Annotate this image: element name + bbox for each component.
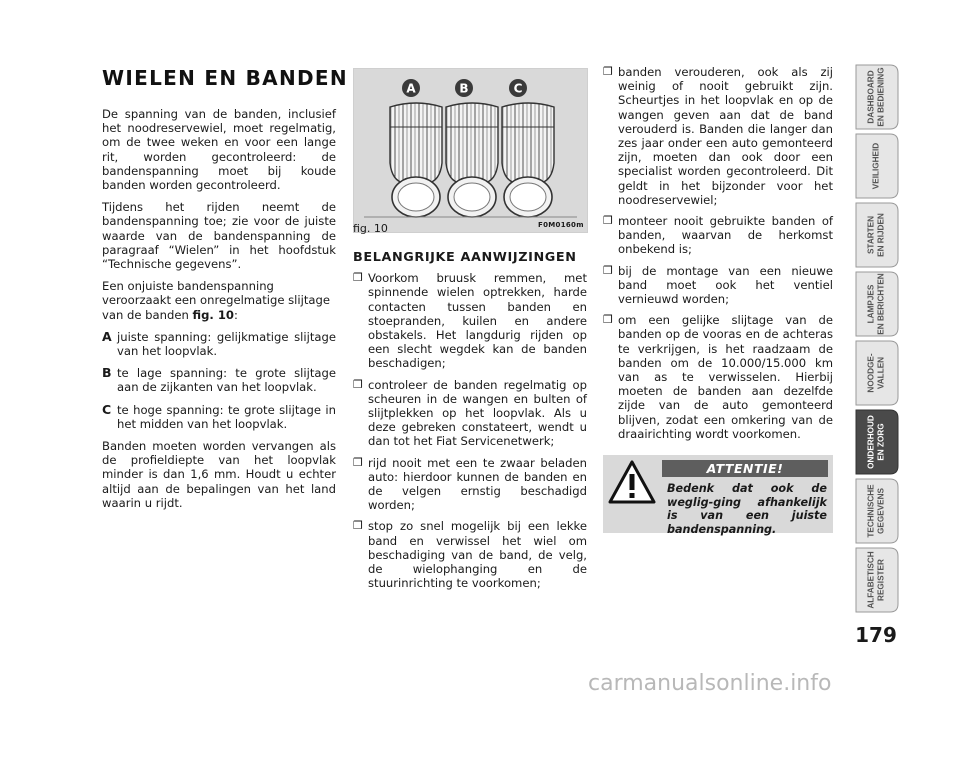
checkbox-bullet-icon: ❒ [603, 65, 613, 78]
checkbox-bullet-icon: ❒ [353, 455, 363, 469]
list-item-text: stop zo snel mogelijk bij een lekke band en verwissel het wiel om beschadiging van de band, de velg, de wielophanging en de stuurinrichting te voorkomen; [368, 519, 587, 591]
wear-item-b [102, 366, 336, 394]
list-item [353, 519, 587, 590]
tab-label: ONDERHOUD EN ZORG [866, 415, 885, 469]
tyre-wear-figure [353, 68, 588, 233]
tab-lampjes-en-berichten[interactable] [852, 272, 900, 336]
wear-item-key: A [102, 328, 112, 344]
advice-heading: BELANGRIJKE AANWIJZINGEN [353, 250, 577, 265]
list-item-text: Voorkom bruusk remmen, met spinnende wielen optrekken, harde contacten tussen banden en stoepranden, kuilen en andere obstakels. Het langdurig rijden op een slecht wegdek kan de banden beschadigen; [368, 271, 587, 371]
list-item [603, 264, 833, 307]
tab-alfabetisch-register-inner [852, 548, 900, 612]
chapter-tab-labels [852, 63, 900, 763]
warning-text-content: Bedenk dat ook de weglig-ging afhankelijk is van een juiste bandenspanning. [667, 482, 827, 536]
marker-a-label: A [406, 81, 416, 96]
tab-label: LAMPJES EN BERICHTEN [866, 273, 885, 335]
advice-column [353, 251, 587, 597]
tab-dashboard-en-bediening[interactable] [852, 65, 900, 129]
tab-veiligheid[interactable] [852, 134, 900, 198]
paragraph-tread-depth: Banden moeten worden vervangen als de profieldiepte van het loopvlak minder is dan 1,6 mm. Houdt u echter altijd aan de bepalingen van het land waarin u rijdt. [102, 439, 336, 510]
tyre-c [502, 103, 554, 217]
advice-column-continued [603, 65, 833, 448]
tyre-wear-illustration [354, 69, 587, 232]
checkbox-bullet-icon: ❒ [353, 519, 363, 533]
checkbox-bullet-icon: ❒ [353, 271, 363, 285]
watermark: carmanualsonline.info [588, 671, 832, 696]
list-item-text: bij de montage van een nieuwe band moet ook het ventiel vernieuwd worden; [618, 263, 833, 307]
wear-item-key: C [102, 401, 112, 417]
list-item [603, 313, 833, 441]
tab-label: ALFABETISCH REGISTER [866, 551, 885, 609]
marker-c [509, 79, 527, 97]
marker-b [455, 79, 473, 97]
wear-item-key: B [102, 365, 112, 381]
checkbox-bullet-icon: ❒ [353, 377, 363, 391]
tab-label: STARTEN EN RIJDEN [866, 213, 885, 257]
checkbox-bullet-icon: ❒ [603, 313, 613, 327]
warning-heading: ATTENTIE! [662, 460, 828, 477]
list-item [353, 456, 587, 513]
wear-item-text: te lage spanning: te grote slijtage aan de zijkanten van het loopvlak. [117, 366, 336, 395]
figure-code: F0M0160m [538, 221, 584, 229]
wear-item-text: juiste spanning: gelijkmatige slijtage van het loopvlak. [117, 329, 336, 359]
list-item-text: banden verouderen, ook als zij weinig of nooit gebruikt zijn. Scheurtjes in het loopvlak en op de wangen geven aan dat de band verouderd is. Banden die langer dan zes jaar onder een auto gemonteerd zijn, moeten dan ook door een specialist worden gecontroleerd. Dit geldt in het bijzonder voor het noodreservewiel; [618, 65, 833, 207]
wear-item-text: te hoge spanning: te grote slijtage in het midden van het loopvlak. [117, 402, 336, 431]
figure-reference: fig. 10 [192, 307, 234, 322]
advice-list-continued [603, 65, 833, 441]
checkbox-bullet-icon: ❒ [603, 263, 613, 277]
colon: : [234, 307, 238, 322]
page-title: WIELEN EN BANDEN [102, 66, 348, 90]
tab-starten-en-rijden[interactable] [852, 203, 900, 267]
list-item-text: monteer nooit gebruikte banden of banden, waarvan de herkomst onbekend is; [618, 214, 833, 257]
tab-technische-gegevens[interactable] [852, 479, 900, 543]
wear-item-a [102, 330, 336, 358]
marker-a [402, 79, 420, 97]
list-item-text: controleer de banden regelmatig op scheuren in de wangen en bulten of slijtplekken op het loopvlak. Als u deze gebreken constateert, wendt u dan tot het Fiat Servicenetwerk; [368, 377, 587, 449]
tab-alfabetisch-register-label-box[interactable] [852, 548, 900, 612]
list-item [603, 214, 833, 257]
figure-caption: fig. 10 [353, 222, 388, 235]
intro-column [102, 107, 336, 518]
list-item-text: om een gelijke slijtage van de banden op de vooras en de achteras te verkrijgen, is het raadzaam de banden om de 10.000/15.000 km van as te verwisselen. Hierbij moeten de banden aan dezelfde zijde van de auto gemonteerd blijven, zodat een omkering van de draairichting wordt voorkomen. [618, 313, 833, 441]
advice-list [353, 271, 587, 590]
tab-label: TECHNISCHE GEGEVENS [866, 484, 885, 538]
list-item [603, 65, 833, 207]
list-item [353, 378, 587, 449]
warning-text [609, 482, 827, 536]
tab-label: NOODGE- VALLEN [866, 353, 885, 393]
page-number: 179 [855, 623, 897, 647]
paragraph-pressure-increase: Tijdens het rijden neemt de bandenspanning toe; zie voor de juiste waarde van de bandenspanning de paragraaf “Wielen” in het hoofdstuk “Technische gegevens”. [102, 200, 336, 272]
paragraph-pressure-check: De spanning van de banden, inclusief het noodreservewiel, moet regelmatig, om de twee weken en voor een lange rit, worden gecontroleerd: de bandenspanning moet bij koude banden worden gecontroleerd. [102, 107, 336, 193]
tyre-a [390, 103, 442, 217]
marker-c-label: C [513, 81, 523, 96]
checkbox-bullet-icon: ❒ [603, 214, 613, 228]
tab-label: VEILIGHEID [871, 142, 881, 190]
tab-label: DASHBOARD EN BEDIENING [866, 67, 885, 127]
list-item [353, 271, 587, 370]
wear-item-c [102, 403, 336, 431]
tyre-b [446, 103, 498, 217]
marker-b-label: B [459, 81, 469, 96]
tab-onderhoud-en-zorg[interactable] [852, 410, 900, 474]
list-item-text: rijd nooit met een te zwaar beladen auto: hierdoor kunnen de banden en de velgen ernstig beschadigd worden; [368, 455, 587, 513]
paragraph-incorrect-pressure [102, 279, 336, 322]
paragraph-incorrect-pressure-text: Een onjuiste bandenspanning veroorzaakt een onregelmatige slijtage van de banden [102, 279, 330, 322]
tab-noodgevallen[interactable] [852, 341, 900, 405]
